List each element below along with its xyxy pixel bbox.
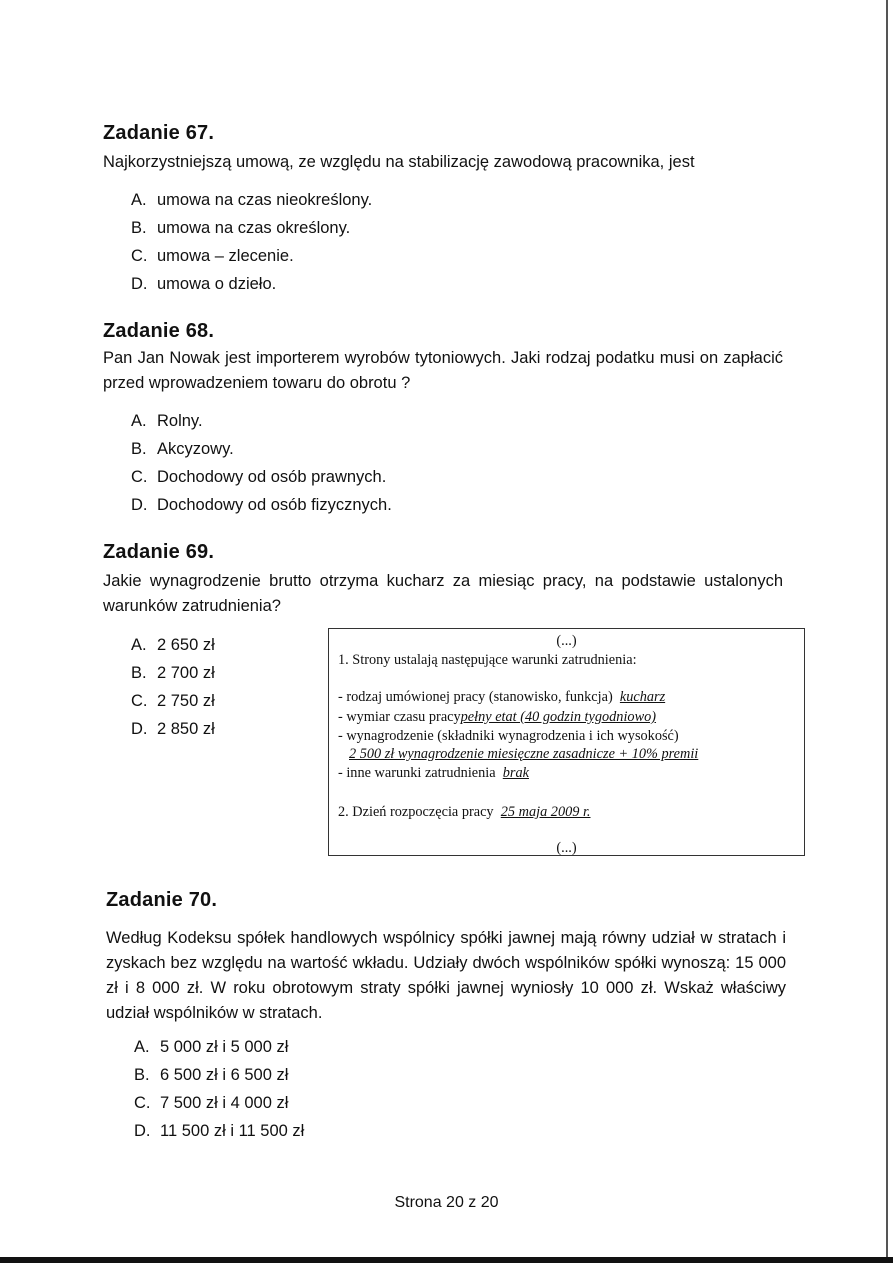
q69-option-b[interactable]: B. 2 700 zł <box>131 664 215 682</box>
q70-option-b[interactable]: B. 6 500 zł i 6 500 zł <box>134 1066 289 1084</box>
q70-option-c[interactable]: C. 7 500 zł i 4 000 zł <box>134 1094 289 1112</box>
q69-options <box>131 631 215 743</box>
contract-line-salary: - wynagrodzenie (składniki wynagrodzenia i ich wysokość) <box>338 728 679 744</box>
q70-option-d[interactable]: D. 11 500 zł i 11 500 zł <box>134 1122 305 1140</box>
q68-option-d[interactable]: D. Dochodowy od osób fizycznych. <box>131 496 392 514</box>
q68-option-a[interactable]: A. Rolny. <box>131 412 203 430</box>
contract-line-other: - inne warunki zatrudnienia brak <box>338 765 529 781</box>
q67-option-d[interactable]: D. umowa o dzieło. <box>131 275 277 293</box>
contract-hours-value: pełny etat (40 godzin tygodniowo) <box>460 709 657 725</box>
q67-option-b[interactable]: B. umowa na czas określony. <box>131 219 351 237</box>
q69-option-d[interactable]: D. 2 850 zł <box>131 720 215 738</box>
q69-option-a[interactable]: A. 2 650 zł <box>131 636 215 654</box>
q70-option-a[interactable]: A. 5 000 zł i 5 000 zł <box>134 1038 289 1056</box>
page-edge-shadow <box>886 0 888 1263</box>
q70-title: Zadanie 70. <box>106 889 218 911</box>
contract-excerpt-box <box>328 628 805 856</box>
q67-options <box>131 186 372 298</box>
q70-options <box>134 1033 304 1145</box>
q67-title: Zadanie 67. <box>103 122 215 144</box>
scan-bottom-border <box>0 1257 893 1263</box>
contract-point-2: 2. Dzień rozpoczęcia pracy 25 maja 2009 r. <box>338 804 591 820</box>
contract-line-job: - rodzaj umówionej pracy (stanowisko, funkcja) kucharz <box>338 689 666 705</box>
q67-option-c[interactable]: C. umowa – zlecenie. <box>131 247 294 265</box>
contract-ellipsis-top: (...) <box>556 633 577 649</box>
q68-option-c[interactable]: C. Dochodowy od osób prawnych. <box>131 468 387 486</box>
q69-title: Zadanie 69. <box>103 541 215 563</box>
q68-question: Pan Jan Nowak jest importerem wyrobów tytoniowych. Jaki rodzaj podatku musi on zapłacić przed wprowadzeniem towaru do obrotu ? <box>103 349 783 392</box>
page-number: Strona 20 z 20 <box>394 1194 499 1211</box>
contract-salary-value: 2 500 zł wynagrodzenie miesięczne zasadnicze + 10% premii <box>349 746 699 762</box>
q68-option-b[interactable]: B. Akcyzowy. <box>131 440 234 458</box>
q67-option-a[interactable]: A. umowa na czas nieokreślony. <box>131 191 373 209</box>
contract-other-value: brak <box>502 765 529 781</box>
q68-options <box>131 407 392 519</box>
q69-option-c[interactable]: C. 2 750 zł <box>131 692 215 710</box>
q70-question: Według Kodeksu spółek handlowych wspólnicy spółki jawnej mają równy udział w stratach i zyskach bez względu na wartość wkładu. Udziały dwóch wspólników spółki wynoszą: 15 000 zł i 8 000 zł. W roku obrotowym straty spółki jawnej wyniosły 10 000 zł. Wskaż właściwy udział wspólników w stratach. <box>106 929 786 1022</box>
contract-point-1: 1. Strony ustalają następujące warunki zatrudnienia: <box>338 652 637 668</box>
q68-title: Zadanie 68. <box>103 320 215 342</box>
contract-ellipsis-bottom: (...) <box>556 840 577 856</box>
contract-line-hours: - wymiar czasu pracypełny etat (40 godzin tygodniowo) <box>338 709 657 725</box>
q69-question: Jakie wynagrodzenie brutto otrzyma kucharz za miesiąc pracy, na podstawie ustalonych warunków zatrudnienia? <box>103 572 783 615</box>
contract-start-date: 25 maja 2009 r. <box>500 804 591 820</box>
q67-question: Najkorzystniejszą umową, ze względu na stabilizację zawodową pracownika, jest <box>103 153 695 171</box>
contract-job-value: kucharz <box>619 689 666 705</box>
